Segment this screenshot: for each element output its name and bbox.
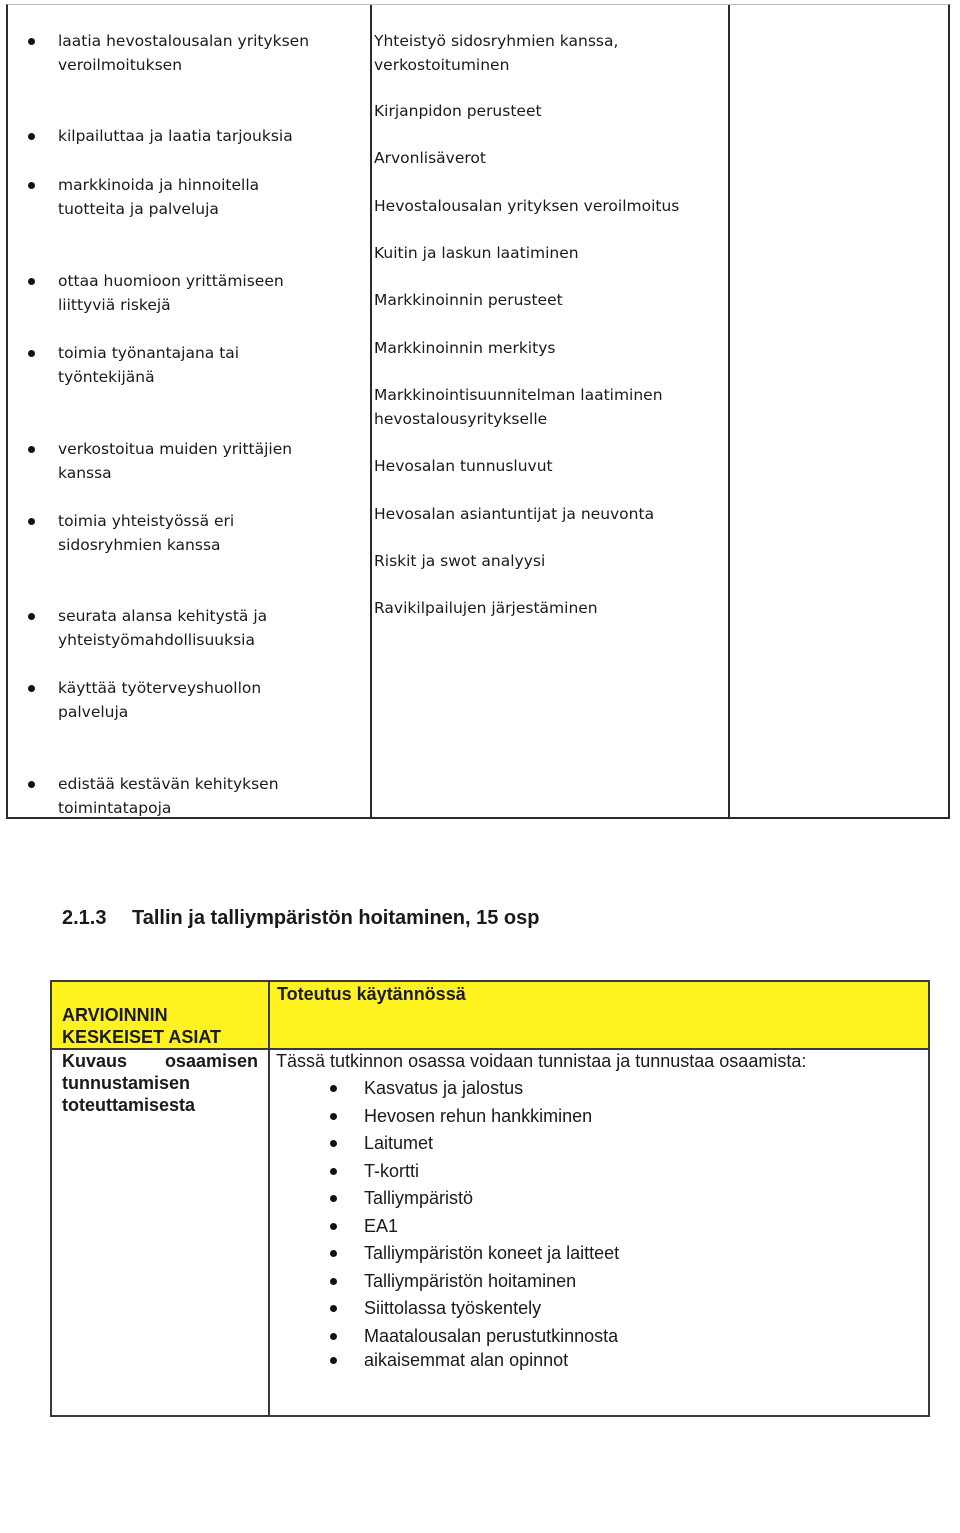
- assessment-right-header: Toteutus käytännössä: [277, 984, 466, 1004]
- list-item: Hevosen rehun hankkiminen: [364, 1105, 619, 1133]
- competence-item: kilpailuttaa ja laatia tarjouksia: [58, 124, 358, 148]
- bullet-icon: [28, 685, 35, 692]
- competence-item: käyttää työterveyshuollon palveluja: [58, 676, 358, 724]
- content-item: Arvonlisäverot: [374, 149, 486, 167]
- list-item: Laitumet: [364, 1132, 619, 1160]
- assessment-description: Kuvaus osaamisen tunnustamisen toteuttamisesta: [62, 1051, 258, 1115]
- list-item: EA1: [364, 1215, 619, 1243]
- assessment-table: [50, 980, 930, 1417]
- practice-list: [364, 1077, 619, 1376]
- assessment-intro: Tässä tutkinnon osassa voidaan tunnistaa ja tunnustaa osaamista:: [276, 1051, 807, 1071]
- bullet-icon: [28, 278, 35, 285]
- bullet-icon: [28, 446, 35, 453]
- bullet-icon: [28, 518, 35, 525]
- competence-item: seurata alansa kehitystä ja yhteistyömahdollisuuksia: [58, 604, 358, 652]
- bullet-icon: [28, 133, 35, 140]
- bullet-icon: [28, 613, 35, 620]
- list-item: Talliympäristö: [364, 1187, 619, 1215]
- competence-item: laatia hevostalousalan yrityksen veroilmoituksen: [58, 29, 358, 77]
- competence-item: edistää kestävän kehityksen toimintatapoja: [58, 772, 358, 820]
- bullet-icon: [330, 1168, 337, 1175]
- bullet-icon: [330, 1113, 337, 1120]
- bullet-icon: [330, 1195, 337, 1202]
- content-item: Riskit ja swot analyysi: [374, 552, 546, 570]
- bullet-icon: [330, 1085, 337, 1092]
- section-title: Tallin ja talliympäristön hoitaminen, 15 osp: [132, 907, 540, 929]
- content-item: Hevostalousalan yrityksen veroilmoitus: [374, 197, 680, 215]
- content-item: Hevosalan asiantuntijat ja neuvonta: [374, 505, 655, 523]
- content-item: Ravikilpailujen järjestäminen: [374, 599, 598, 617]
- competence-item: toimia työnantajana tai työntekijänä: [58, 341, 358, 389]
- list-item: Talliympäristön hoitaminen: [364, 1270, 619, 1298]
- bullet-icon: [330, 1223, 337, 1230]
- content-item: Markkinointisuunnitelman laatiminen hevostalousyritykselle: [374, 386, 663, 428]
- section-number: 2.1.3: [62, 907, 107, 929]
- content-item: Kuitin ja laskun laatiminen: [374, 244, 579, 262]
- competence-item: verkostoitua muiden yrittäjien kanssa: [58, 437, 358, 485]
- bullet-icon: [28, 182, 35, 189]
- bullet-icon: [28, 350, 35, 357]
- section-heading: [62, 907, 540, 930]
- column-divider: [728, 5, 730, 817]
- list-item: Talliympäristön koneet ja laitteet: [364, 1242, 619, 1270]
- bullet-icon: [330, 1333, 337, 1340]
- column-divider: [370, 5, 372, 817]
- bullet-icon: [330, 1250, 337, 1257]
- content-item: Markkinoinnin merkitys: [374, 339, 556, 357]
- competence-item: toimia yhteistyössä eri sidosryhmien kanssa: [58, 509, 358, 557]
- list-item: Maatalousalan perustutkinnosta: [364, 1325, 619, 1349]
- bullet-icon: [330, 1278, 337, 1285]
- content-item: Yhteistyö sidosryhmien kanssa, verkostoituminen: [374, 32, 619, 74]
- content-item: Hevosalan tunnusluvut: [374, 457, 553, 475]
- bullet-icon: [28, 781, 35, 788]
- list-item: Siittolassa työskentely: [364, 1297, 619, 1325]
- bullet-icon: [330, 1305, 337, 1312]
- competence-item: ottaa huomioon yrittämiseen liittyviä riskejä: [58, 269, 358, 317]
- content-item: Markkinoinnin perusteet: [374, 291, 563, 309]
- list-item: T-kortti: [364, 1160, 619, 1188]
- competence-item: markkinoida ja hinnoitella tuotteita ja palveluja: [58, 173, 358, 221]
- column-divider: [268, 982, 270, 1415]
- bullet-icon: [330, 1357, 337, 1364]
- bullet-icon: [330, 1140, 337, 1147]
- content-item: Kirjanpidon perusteet: [374, 102, 542, 120]
- list-item: aikaisemmat alan opinnot: [364, 1349, 619, 1377]
- bullet-icon: [28, 38, 35, 45]
- list-item: Kasvatus ja jalostus: [364, 1077, 619, 1105]
- assessment-left-header: ARVIOINNIN KESKEISET ASIAT: [62, 1005, 222, 1047]
